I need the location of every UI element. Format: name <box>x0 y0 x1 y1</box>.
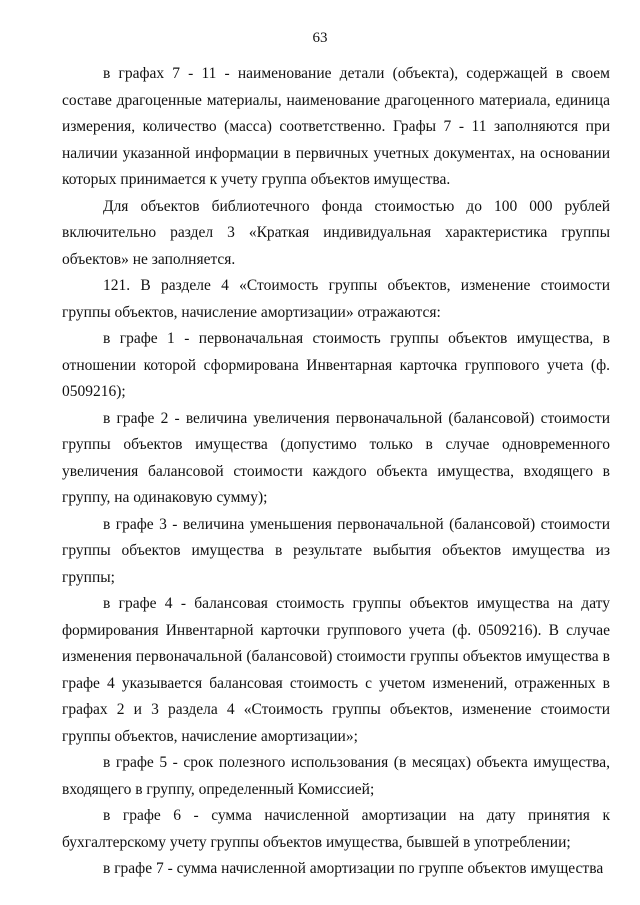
paragraph-column-1: в графе 1 - первоначальная стоимость группы объектов имущества, в отношении которой сформирована Инвентарная карточка группового учета (ф. 0509216); <box>62 330 610 400</box>
paragraph-column-4: в графе 4 - балансовая стоимость группы объектов имущества на дату формирования Инвентарной карточки группового учета (ф. 0509216). В случае изменения первоначальной (балансовой) стоимости группы объектов имущества в графе 4 указывается балансовая стоимость с учетом изменений, отраженных в графах 2 и 3 раздела 4 «Стоимость группы объектов, изменение стоимости группы объектов, начисление амортизации»; <box>62 595 610 745</box>
paragraph-column-3: в графе 3 - величина уменьшения первоначальной (балансовой) стоимости группы объектов имущества в результате выбытия объектов имущества из группы; <box>62 515 610 586</box>
paragraph-precious-materials-columns: в графах 7 - 11 - наименование детали (объекта), содержащей в своем составе драгоценные материалы, наименование драгоценного материала, единица измерения, количество (масса) соответственно. Графы 7 - 11 заполняются при наличии указанной информации в первичных учетных документах, на основании которых принимается к учету группа объектов имущества. <box>62 65 610 188</box>
paragraph-column-2: в графе 2 - величина увеличения первоначальной (балансовой) стоимости группы объектов имущества (допустимо только в случае одновременного увеличения балансовой стоимости каждого объекта имущества, входящего в группу, на одинаковую сумму); <box>62 409 610 506</box>
paragraph-item-121-section-4: 121. В разделе 4 «Стоимость группы объектов, изменение стоимости группы объектов, начисление амортизации» отражаются: <box>62 277 610 321</box>
paragraph-library-fund-section-3: Для объектов библиотечного фонда стоимостью до 100 000 рублей включительно раздел 3 «Краткая индивидуальная характеристика группы объектов» не заполняется. <box>62 197 610 268</box>
page-number: 63 <box>312 30 328 46</box>
paragraph-column-5: в графе 5 - срок полезного использования (в месяцах) объекта имущества, входящего в группу, определенный Комиссией; <box>62 754 610 798</box>
paragraph-column-7: в графе 7 - сумма начисленной амортизации по группе объектов имущества <box>103 860 604 877</box>
document-body <box>62 61 610 883</box>
paragraph-column-6: в графе 6 - сумма начисленной амортизации на дату принятия к бухгалтерскому учету группы объектов имущества, бывшей в употреблении; <box>62 807 610 851</box>
